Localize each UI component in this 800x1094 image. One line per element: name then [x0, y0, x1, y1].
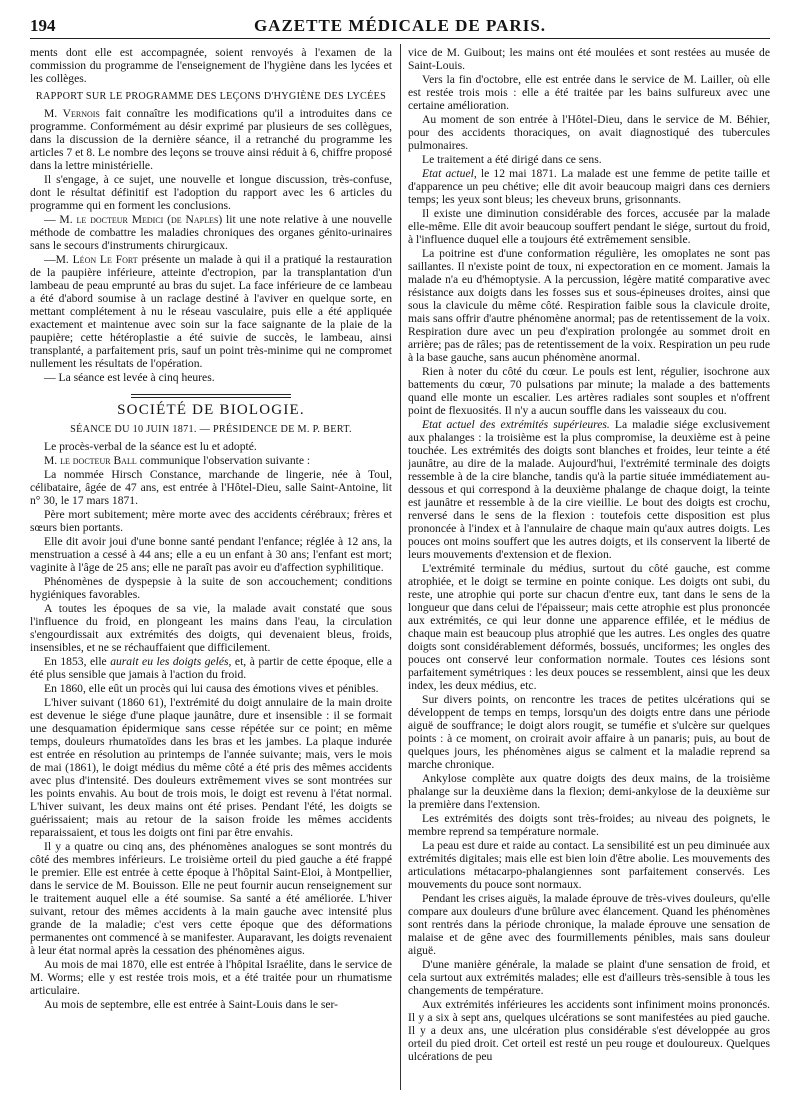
- paragraph-text: lit une note relative à une nouvelle méthode de combattre les maladies chroniques des organes génito-urinaires sans le secours d'instruments chirurgicaux.: [30, 213, 392, 252]
- paragraph: La nommée Hirsch Constance, marchande de lingerie, née à Toul, célibataire, âgée de 47 ans, est entrée à l'Hôtel-Dieu, salle Saint-Antoine, lit n° 30, le 17 mars 1871.: [30, 468, 392, 507]
- speaker-name: — M. le docteur Medici (de Naples): [44, 213, 223, 226]
- paragraph: Au mois de septembre, elle est entrée à Saint-Louis dans le ser-: [44, 998, 339, 1011]
- society-title: SOCIÉTÉ DE BIOLOGIE.: [117, 402, 305, 418]
- paragraph-text: , et, à partir de cette époque, elle a été plus sensible que jamais à l'action du froid.: [30, 655, 392, 681]
- paragraph: A toutes les époques de sa vie, la malade avait constaté que sous l'influence du froid, en plongeant les mains dans l'eau, la circulation s'engourdissait aux extrémités des doigts, qui devenaient bleus, froids, insensibles, et ne se réchauffaient que difficilement.: [30, 602, 392, 654]
- paragraph: Aux extrémités inférieures les accidents sont infiniment moins prononcés. Il y a six à sept ans, quelques ulcérations se sont manifestées au pied gauche. Il y a deux ans, une ulcération plus considérable s'est développée au gros orteil du pied droit. Cet orteil est resté un peu rouge et douloureux. Quelques ulcérations de peu: [408, 998, 770, 1063]
- paragraph-text: communique l'observation suivante :: [136, 454, 311, 467]
- report-heading: RAPPORT SUR LE PROGRAMME DES LEÇONS D'HYGIÈNE DES LYCÉES: [35, 91, 387, 102]
- emphasis: Etat actuel: [422, 167, 474, 180]
- paragraph: [30, 655, 392, 681]
- paragraph: — La séance est levée à cinq heures.: [44, 371, 215, 384]
- paragraph: Le traitement a été dirigé dans ce sens.: [422, 153, 602, 166]
- emphasis: aurait eu les doigts gelés: [110, 655, 229, 668]
- paragraph: ments dont elle est accompagnée, soient renvoyés à l'examen de la commission du programme de l'enseignement de l'hygiène dans les lycées et les collèges.: [30, 46, 392, 85]
- emphasis: Etat actuel des extrémités supérieures.: [422, 418, 610, 431]
- speaker-name: M. le docteur Ball: [44, 454, 137, 467]
- paragraph-text: , le 12 mai 1871. La malade est une femme de petite taille et d'apparence un peu chétive; elle dit avoir beaucoup maigri dans ces derniers temps; les yeux sont bleus; les cheveux bruns, grisonnants.: [408, 167, 770, 206]
- session-line: SÉANCE DU 10 JUIN 1871. — PRÉSIDENCE DE M. P. BERT.: [70, 424, 352, 435]
- paragraph: [30, 454, 392, 467]
- paragraph: vice de M. Guibout; les mains ont été moulées et sont restées au musée de Saint-Louis.: [408, 46, 770, 72]
- paragraph: Les extrémités des doigts sont très-froides; au niveau des poignets, le membre reprend sa température normale.: [408, 812, 770, 838]
- paragraph: Il y a quatre ou cinq ans, des phénomènes analogues se sont montrés du côté des membres inférieurs. Le troisième orteil du pied gauche a été frappé le premier. Elle est entrée à cette époque à l'hôpital Saint-Eloi, à Montpellier, dans le service de M. Bouisson. Elle ne peut fournir aucun renseignement sur le traitement auquel elle a été soumise. Sa santé a été améliorée. L'hiver suivant, retour des mêmes accidents à la main gauche avec intensité plus grande de la maladie; c'est vers cette époque que des déformations permanentes ont commencé à se manifester. Auparavant, les doigts revenaient à leur état normal après la cessation des phénomènes aigus.: [30, 840, 392, 957]
- speaker-name: M. Vernois: [44, 107, 100, 120]
- paragraph-text: En 1853, elle: [44, 655, 111, 668]
- paragraph: L'extrémité terminale du médius, surtout du côté gauche, est comme atrophiée, et le doigt se termine en pointe conique. Les doigts ont subi, du reste, une atrophie qui porte sur chacun d'entre eux, tant dans le sens de la longueur que dans celui de l'épaisseur; mais cette atrophie est plus prononcée aux extrémités, ce qui leur donne une apparence effilée, et le médius de chaque main est beaucoup plus atrophié que les autres. Les ongles des quatre doigts sont considérablement déformés, bossués, unciformes; les ongles des pouces ont conservé leur conformation normale. Toutes ces lésions sont parfaitement symétriques : les deux pouces se ressemblent, ainsi que les deux index, les deux médius, etc.: [408, 562, 770, 692]
- paragraph: Il existe une diminution considérable des forces, accusée par la malade elle-même. Elle dit avoir beaucoup souffert pendant le siége, surtout du froid, à l'influence duquel elle a toujours été extrêmement sensible.: [408, 207, 770, 246]
- paragraph: D'une manière générale, la malade se plaint d'une sensation de froid, et cela surtout aux extrémités malades; elle est d'ailleurs très-sensible à tous les changements de température.: [408, 958, 770, 997]
- paragraph: Pendant les crises aiguës, la malade éprouve de très-vives douleurs, qu'elle compare aux douleurs d'une brûlure avec élancement. Quand les phénomènes sont rentrés dans la période chronique, la malade éprouve une sensation de malaise et de gêne avec des fourmillements pénibles, mais sans douleur aiguë.: [408, 892, 770, 957]
- paragraph: Sur divers points, on rencontre les traces de petites ulcérations qui se développent de temps en temps, lorsqu'un des doigts entre dans une période aiguë de souffrance; le doigt alors rougit, se tuméfie et s'ulcère sur quelques points : à ce moment, on croirait avoir affaire à un panaris; puis, au bout de quelques jours, les phénomènes aigus se calment et la maladie reprend sa marche chronique.: [408, 693, 770, 771]
- paragraph-text: fait connaître les modifications qu'il a introduites dans ce programme. Conformément au désir exprimé par plusieurs de ses collègues, dans la discussion de la dernière séance, il a retranché du programme les articles 7 et 8. Le nombre des leçons se trouve ainsi réduit à 6, chiffre proposé dans la lettre ministérielle.: [30, 107, 392, 172]
- right-column: [408, 46, 770, 1090]
- paragraph: [408, 167, 770, 206]
- left-column: [30, 46, 392, 1090]
- column-divider: [400, 44, 401, 1090]
- paragraph: Ankylose complète aux quatre doigts des deux mains, de la troisième phalange sur la deuxième dans la flexion; demi-ankylose de la deuxième sur la première dans l'extension.: [408, 772, 770, 811]
- paragraph: La poitrine est d'une conformation régulière, les omoplates ne sont pas saillantes. Il n'existe point de toux, ni expectoration en ce moment. Jamais la malade n'a eu d'hémoptysie. A la percussion, légère matité comparative avec résistance aux doigts dans les fosses sus et sous-épineuses droites, ainsi que sous la clavicule du même côté. Respiration faible sous la clavicule droite, mais sans offrir d'autre phénomène anormal; pas de retentissement de la voix. Respiration dure avec un peu d'expiration prolongée au sommet droit en arrière; pas de râles; pas de retentissement de la voix. Respiration un peu rude à la base gauche, sans aucun phénomène anormal.: [408, 247, 770, 364]
- paragraph: [30, 107, 392, 172]
- running-head: [30, 10, 770, 39]
- paragraph: Phénomènes de dyspepsie à la suite de son accouchement; conditions hygiéniques favorables.: [30, 575, 392, 601]
- paragraph: Elle dit avoir joui d'une bonne santé pendant l'enfance; réglée à 12 ans, la menstruation a cessé à 44 ans; elle a eu un enfant à 30 ans; l'enfant est mort; vaginite à l'âge de 25 ans; elle ne paraît pas avoir eu d'affection syphilitique.: [30, 535, 392, 574]
- paragraph: Au mois de mai 1870, elle est entrée à l'hôpital Israélite, dans le service de M. Worms; elle y est restée trois mois, et a été traitée pour un rhumatisme articulaire.: [30, 958, 392, 997]
- paragraph: [30, 213, 392, 252]
- paragraph-text: La maladie siége exclusivement aux phalanges : la troisième est la plus compromise, la deuxième est à peine touchée. Les extrémités des doigts sont blanches et froides, leur teinte a été jaunâtre, au dire de la malade. Aujourd'hui, l'extrémité terminale des doigts ressemble à de la cire blanche, tandis qu'à la partie située immédiatement au-dessous et qui correspond à la deuxième phalange de chaque doigt, la teinte est jaunâtre et ressemble à de la cire vieillie. Le bout des doigts est crochu, renversé dans le sens de la flexion : toutefois cette disposition est plus prononcée à l'index et à l'annulaire de chaque main qu'aux autres doigts. Les pouces ont moins souffert que les autres doigts, et ils conservent la liberté de leurs mouvements d'extension et de flexion.: [408, 418, 770, 561]
- paragraph: En 1860, elle eût un procès qui lui causa des émotions vives et pénibles.: [44, 682, 379, 695]
- paragraph: Au moment de son entrée à l'Hôtel-Dieu, dans le service de M. Béhier, pour des accidents thoraciques, on avait diagnostiqué des tubercules pulmonaires.: [408, 113, 770, 152]
- paragraph: Père mort subitement; mère morte avec des accidents cérébraux; frères et sœurs bien portants.: [30, 508, 392, 534]
- paragraph: Rien à noter du côté du cœur. Le pouls est lent, régulier, isochrone aux battements du cœur, 70 pulsations par minute; la malade a des battements quand elle monte un escalier. Les artères radiales sont souples et n'offrent point de flexuosités. Il n'y a aucun souffle dans les vaisseaux du cou.: [408, 365, 770, 417]
- speaker-name: —M. Léon Le Fort: [44, 253, 138, 266]
- section-separator: [131, 394, 291, 398]
- paragraph: [30, 253, 392, 370]
- paragraph: Le procès-verbal de la séance est lu et adopté.: [44, 440, 257, 453]
- paragraph-text: présente un malade à qui il a pratiqué la restauration de la paupière inférieure, atteinte d'ectropion, par la transplantation d'un lambeau de peau emprunté au bras du sujet. La face inférieure de ce lambeau a été d'abord soumise à un raclage destiné à l'aviver en quelque sorte, en mettant complétement à nu le réseau vasculaire, puis elle a été appliquée exactement et maintenue avec soin sur la face saignante de la plaie de la paupière; cette hétéroplastie a été suivie de succès, le lambeau, ainsi transplanté, a parfaitement pris, sauf un point très-minime qui ne compromet nullement les résultats de l'opération.: [30, 253, 392, 370]
- paragraph: L'hiver suivant (1860 61), l'extrémité du doigt annulaire de la main droite est devenue le siége d'une plaque jaunâtre, dure et insensible : il se formait une desquamation épidermique sans cesse répétée sur ce point; en même temps, douleurs rhumatoïdes dans les bras et les jambes. La plaque indurée est entrée en résolution au printemps de l'année suivante; mais, vers le mois de mai (1861), le doigt médius du même côté a été pris des mêmes accidents avec plus d'intensité. Des douleurs extrêmement vives se sont montrées sur les points envahis. Au bout de trois mois, le doigt est revenu à l'état normal. L'hiver suivant, les deux mains ont été prises. Pendant l'été, les doigts se guérissaient; mais au retour de la saison froide les mêmes accidents reparaissaient, et tous les doigts ont fini par être envahis.: [30, 696, 392, 839]
- journal-title: GAZETTE MÉDICALE DE PARIS.: [253, 16, 547, 35]
- paragraph: La peau est dure et raide au contact. La sensibilité est un peu diminuée aux extrémités digitales; mais elle est bien loin d'être abolie. Les mouvements des articulations métacarpo-phalangiennes sont parfaitement conservés. Les mouvements du pouce sont normaux.: [408, 839, 770, 891]
- paragraph: Il s'engage, à ce sujet, une nouvelle et longue discussion, très-confuse, dont le résultat définitif est l'adoption du rapport avec les 6 articles du programme qui en forment les conclusions.: [30, 173, 392, 212]
- page-number: 194: [30, 16, 56, 35]
- paragraph: Vers la fin d'octobre, elle est entrée dans le service de M. Lailler, où elle est restée trois mois : elle a été traitée par les bains sulfureux avec une certaine amélioration.: [408, 73, 770, 112]
- paragraph: [408, 418, 770, 561]
